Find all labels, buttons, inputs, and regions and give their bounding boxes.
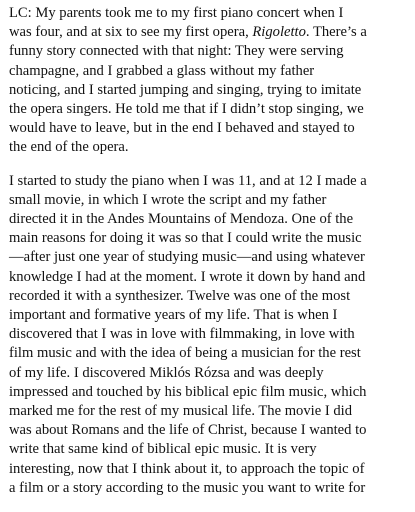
text-run: —after just one year of studying music—and using whatever [9, 249, 365, 266]
text-run: LC: My parents took me to my first piano concert when I [9, 5, 344, 21]
document-body [9, 4, 409, 512]
text-run: important and formative years of my life. That is when I [9, 307, 338, 324]
text-run: write that same kind of biblical epic music. It is very [9, 441, 317, 458]
text-run: would have to leave, but in the end I behaved and stayed to [9, 120, 355, 137]
text-line [9, 364, 409, 383]
paragraph [9, 4, 409, 158]
text-line [9, 479, 409, 498]
text-line [9, 248, 409, 267]
text-run: main reasons for doing it was so that I could write the music [9, 230, 362, 247]
text-line [9, 421, 409, 440]
text-line [9, 402, 409, 421]
text-line [9, 344, 409, 363]
text-line [9, 383, 409, 402]
italic-title-text: Rigoletto [252, 24, 306, 41]
text-run: . There’s a [305, 24, 367, 41]
text-line [9, 172, 409, 191]
text-run: the end of the opera. [9, 139, 129, 156]
text-run: impressed and touched by his biblical epic film music, which [9, 383, 367, 400]
text-line [9, 81, 409, 100]
text-run: was four, and at six to see my first opera, [9, 24, 253, 41]
text-line [9, 191, 409, 210]
text-line [9, 229, 409, 248]
text-line [9, 306, 409, 325]
text-line [9, 42, 409, 61]
text-run: I started to study the piano when I was 11, and at 12 I made a [9, 172, 367, 189]
text-run: the opera singers. He told me that if I didn’t stop singing, we [9, 101, 364, 118]
text-line [9, 287, 409, 306]
text-run: directed it in the Andes Mountains of Mendoza. One of the [9, 211, 354, 228]
text-run: champagne, and I grabbed a glass without my father [9, 62, 315, 79]
text-line [9, 4, 409, 23]
text-line [9, 268, 409, 287]
text-run: discovered that I was in love with filmmaking, in love with [9, 326, 355, 343]
text-line [9, 100, 409, 119]
text-line [9, 210, 409, 229]
text-run: film music and with the idea of being a musician for the rest [9, 345, 361, 362]
text-line [9, 23, 409, 42]
text-run: was about Romans and the life of Christ, because I wanted to [9, 422, 367, 439]
text-run: funny story connected with that night: They were serving [9, 43, 344, 60]
text-line [9, 440, 409, 459]
text-line [9, 460, 409, 479]
text-run: marked me for the rest of my musical life. The movie I did [9, 403, 352, 420]
text-line [9, 62, 409, 81]
text-line [9, 325, 409, 344]
text-run: recorded it with a synthesizer. Twelve was one of the most [9, 287, 351, 304]
text-run: of my life. I discovered Miklós Rózsa and was deeply [9, 364, 324, 381]
text-run: interesting, now that I think about it, to approach the topic of [9, 460, 365, 477]
text-line [9, 119, 409, 138]
text-run: a film or a story according to the music you want to write for [9, 479, 366, 496]
paragraph [9, 172, 409, 498]
text-run: small movie, in which I wrote the script and my father [9, 191, 327, 208]
text-run: knowledge I had at the moment. I wrote it down by hand and [9, 268, 366, 285]
text-run: noticing, and I started jumping and singing, trying to imitate [9, 81, 362, 98]
text-line [9, 138, 409, 157]
